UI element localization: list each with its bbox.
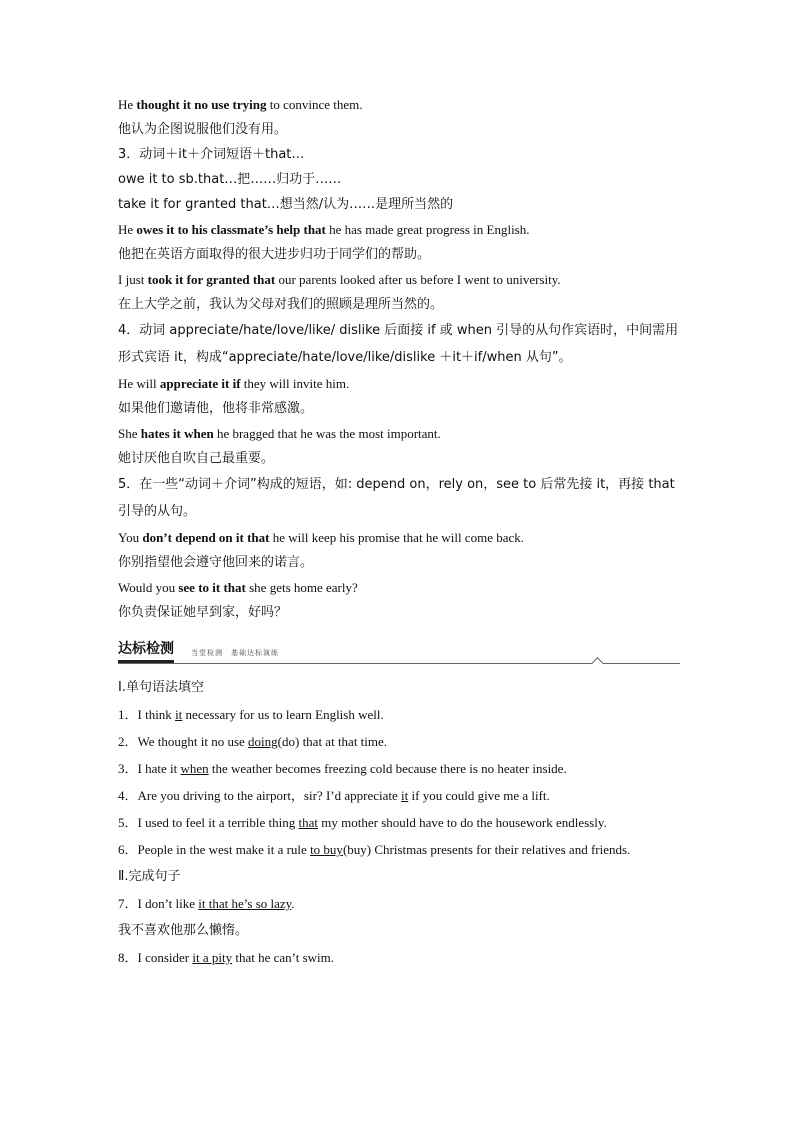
translation: 我不喜欢他那么懒惰。 <box>118 923 249 938</box>
translation: 你负责保证她早到家，好吗？ <box>118 605 288 620</box>
example-sentence: Would you see to it that she gets home early? <box>118 580 358 595</box>
exercise-item: 5．I used to feel it a terrible thing that my mother should have to do the housework endlessly. <box>118 815 607 830</box>
rule-heading: 5．在一些“动词＋介词”构成的短语，如: depend on，rely on，see to 后常先接 it，再接 that 引导的从句。 <box>118 477 675 519</box>
exercise-item: 2．We thought it no use doing(do) that at that time. <box>118 734 388 749</box>
section-header <box>118 639 680 664</box>
phrase-item: owe it to sb.that…把……归功于…… <box>118 172 342 187</box>
exercise-item: 4．Are you driving to the airport，sir? I’d appreciate it if you could give me a lift. <box>118 788 550 803</box>
phrase-item: take it for granted that…想当然/认为……是理所当然的 <box>118 197 454 212</box>
translation: 如果他们邀请他，他将非常感激。 <box>118 401 314 416</box>
answer: when <box>180 761 209 776</box>
answer: doing <box>248 734 278 749</box>
answer: it that he’s so lazy <box>198 896 292 911</box>
answer: it a pity <box>192 950 233 965</box>
example-sentence: I just took it for granted that our parents looked after us before I went to university. <box>118 272 561 287</box>
answer: that <box>298 815 319 830</box>
rule-heading: 4．动词 appreciate/hate/love/like/ dislike 后面接 if 或 when 引导的从句作宾语时，中间需用形式宾语 it，构成“appreciate/hate/love/like/dislike ＋it＋if/when 从句”。 <box>118 323 679 365</box>
exercises <box>118 674 680 971</box>
answer: to buy <box>310 842 343 857</box>
exercise-item: 3．I hate it when the weather becomes freezing cold because there is no heater inside. <box>118 761 567 776</box>
exercise-part-title: Ⅰ.单句语法填空 <box>118 680 204 695</box>
section-subtitle: 当堂检测 基础达标演练 <box>191 649 279 657</box>
exercise-part-title: Ⅱ.完成句子 <box>118 869 181 884</box>
example-sentence: He will appreciate it if they will invite him. <box>118 376 350 391</box>
translation: 你别指望他会遵守他回来的诺言。 <box>118 555 314 570</box>
section-title: 达标检测 <box>118 639 174 663</box>
document-page <box>118 92 680 971</box>
exercise-item: 8．I consider it a pity that he can’t swim. <box>118 950 335 965</box>
translation: 她讨厌他自吹自己最重要。 <box>118 451 275 466</box>
rule-heading: 3．动词＋it＋介词短语＋that… <box>118 147 305 162</box>
example-sentence: He owes it to his classmate’s help that he has made great progress in English. <box>118 222 530 237</box>
translation: 他认为企图说服他们没有用。 <box>118 122 288 137</box>
answer: it <box>175 707 183 722</box>
answer: it <box>401 788 409 803</box>
translation: 在上大学之前，我认为父母对我们的照顾是理所当然的。 <box>118 297 444 312</box>
example-sentence: You don’t depend on it that he will keep his promise that he will come back. <box>118 530 524 545</box>
exercise-item: 1．I think it necessary for us to learn English well. <box>118 707 384 722</box>
example-sentence: She hates it when he bragged that he was the most important. <box>118 426 441 441</box>
translation: 他把在英语方面取得的很大进步归功于同学们的帮助。 <box>118 247 431 262</box>
exercise-item: 6．People in the west make it a rule to buy(buy) Christmas presents for their relatives and friends. <box>118 842 631 857</box>
exercise-item: 7．I don’t like it that he’s so lazy. <box>118 896 295 911</box>
example-sentence: He thought it no use trying to convince them. <box>118 97 363 112</box>
